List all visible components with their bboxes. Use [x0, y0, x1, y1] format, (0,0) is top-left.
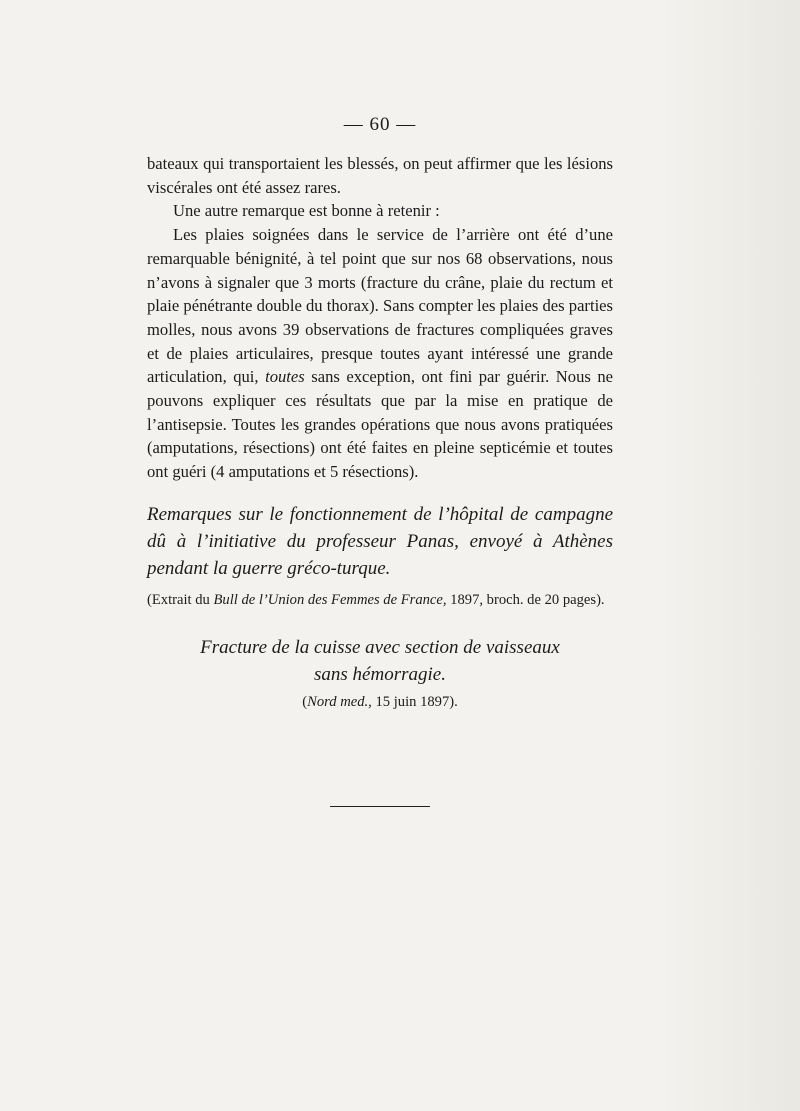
closing-rule: [330, 806, 430, 807]
section-title-hospital: Remarques sur le fonctionnement de l’hôpital de campagne dû à l’initiative du professeur Panas, envoyé à Athènes pendant la guerre gréco-turque.: [147, 504, 613, 579]
fracture-title-line1: Fracture de la cuisse avec section de vaisseaux: [200, 637, 560, 658]
nord-rest: 15 juin 1897).: [375, 694, 458, 710]
paragraph-wounds-part1: Les plaies soignées dans le service de l’arrière ont été d’une remarquable bénignité, à tel point que sur nos 68 observations, nous n’avons à signaler que 3 morts (fracture du crâne, plaie du rectum et plaie pénétrante double du thorax). Sans compter les plaies des parties molles, nous avons 39 observations de fractures compliquées graves et de plaies articulaires, presque toutes ayant intéressé une grande articulation, qui,: [147, 225, 613, 387]
page-number: — 60 —: [343, 114, 417, 135]
body-text: [147, 152, 613, 484]
page-edge-shading: [660, 0, 800, 1111]
extract-prefix: (Extrait du: [147, 592, 210, 608]
emphasis-toutes: toutes: [265, 367, 305, 387]
extract-suffix: 1897, broch. de 20 pages).: [450, 592, 605, 608]
extract-source: Bull de l’Union des Femmes de France,: [213, 592, 447, 608]
nord-open: (: [302, 694, 308, 710]
nord-source: Nord med.,: [307, 694, 372, 710]
fracture-title-line2: sans hémorragie.: [314, 664, 446, 685]
extract-reference: [147, 590, 617, 610]
paragraph-wounds: [147, 223, 613, 484]
paragraph-continuation: bateaux qui transportaient les blessés, on peut affirmer que les lésions viscérales ont été assez rares.: [147, 154, 613, 197]
section-title-fracture: [147, 634, 613, 688]
nord-reference: [147, 694, 613, 711]
paragraph-remark: Une autre remarque est bonne à retenir :: [173, 201, 440, 221]
paragraph-wounds-part2: sans exception, ont fini par guérir. Nous ne pouvons expliquer ces résultats que par la mise en pratique de l’antisepsie. Toutes les grandes opérations que nous avons pratiquées (amputations, résections) ont été faites en pleine septicémie et toutes ont guéri (4 amputations et 5 résections).: [147, 367, 613, 482]
